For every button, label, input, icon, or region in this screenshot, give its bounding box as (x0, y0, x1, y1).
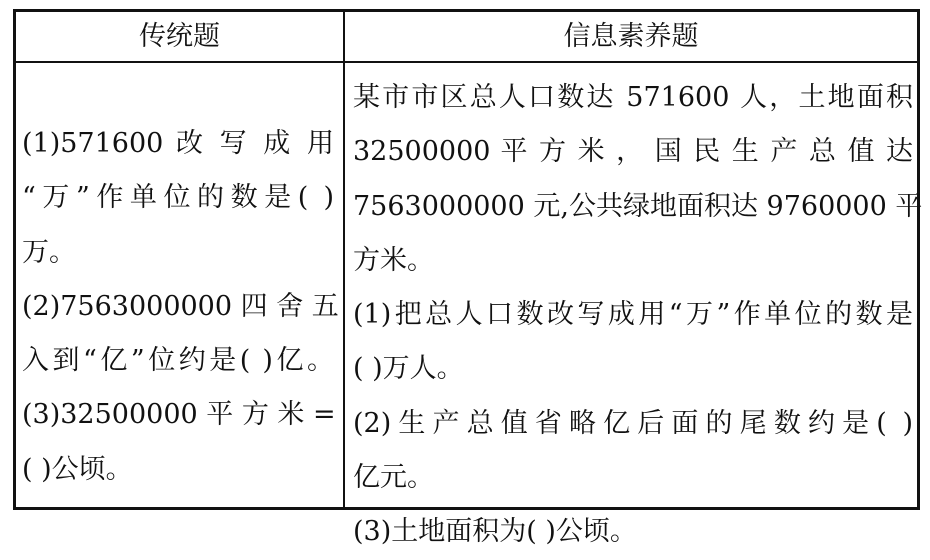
comparison-table (13, 9, 923, 548)
right-line-4: 方米。 (353, 244, 434, 276)
left-line-5: 入到“亿”位约是( )亿。 (22, 345, 334, 377)
right-line-6: ( )万人。 (353, 353, 464, 385)
left-line-7: ( )公顷。 (22, 453, 133, 485)
left-line-6: (3)32500000 平 方 米 = (22, 399, 336, 431)
left-line-2: “万”作单位的数是( ) (22, 182, 334, 214)
left-line-1: (1)571600 改 写 成 用 (22, 128, 334, 159)
right-line-3: 7563000000 元,公共绿地面积达 9760000 平 (353, 190, 923, 222)
left-line-3: 万。 (22, 236, 76, 268)
column-divider (343, 12, 345, 507)
right-line-7: (2)生产总值省略亿后面的尾数约是( ) (353, 407, 913, 439)
left-line-4: (2)7563000000 四 舍 五 (22, 290, 339, 322)
information-literacy-cell (353, 71, 923, 560)
header-information-literacy: 信息素养题 (563, 21, 699, 52)
right-line-8: 亿元。 (353, 462, 434, 494)
right-line-2: 32500000 平 方 米 ， 国 民 生 产 总 值 达 (353, 136, 913, 168)
header-traditional: 传统题 (139, 21, 220, 52)
header-divider (16, 61, 917, 63)
traditional-questions-cell (22, 117, 339, 497)
right-line-5: (1)把总人口数改写成用“万”作单位的数是 (353, 299, 913, 331)
right-line-1: 某市市区总人口数达 571600 人，土地面积 (353, 82, 913, 113)
right-line-9: (3)土地面积为( )公顷。 (353, 516, 637, 548)
